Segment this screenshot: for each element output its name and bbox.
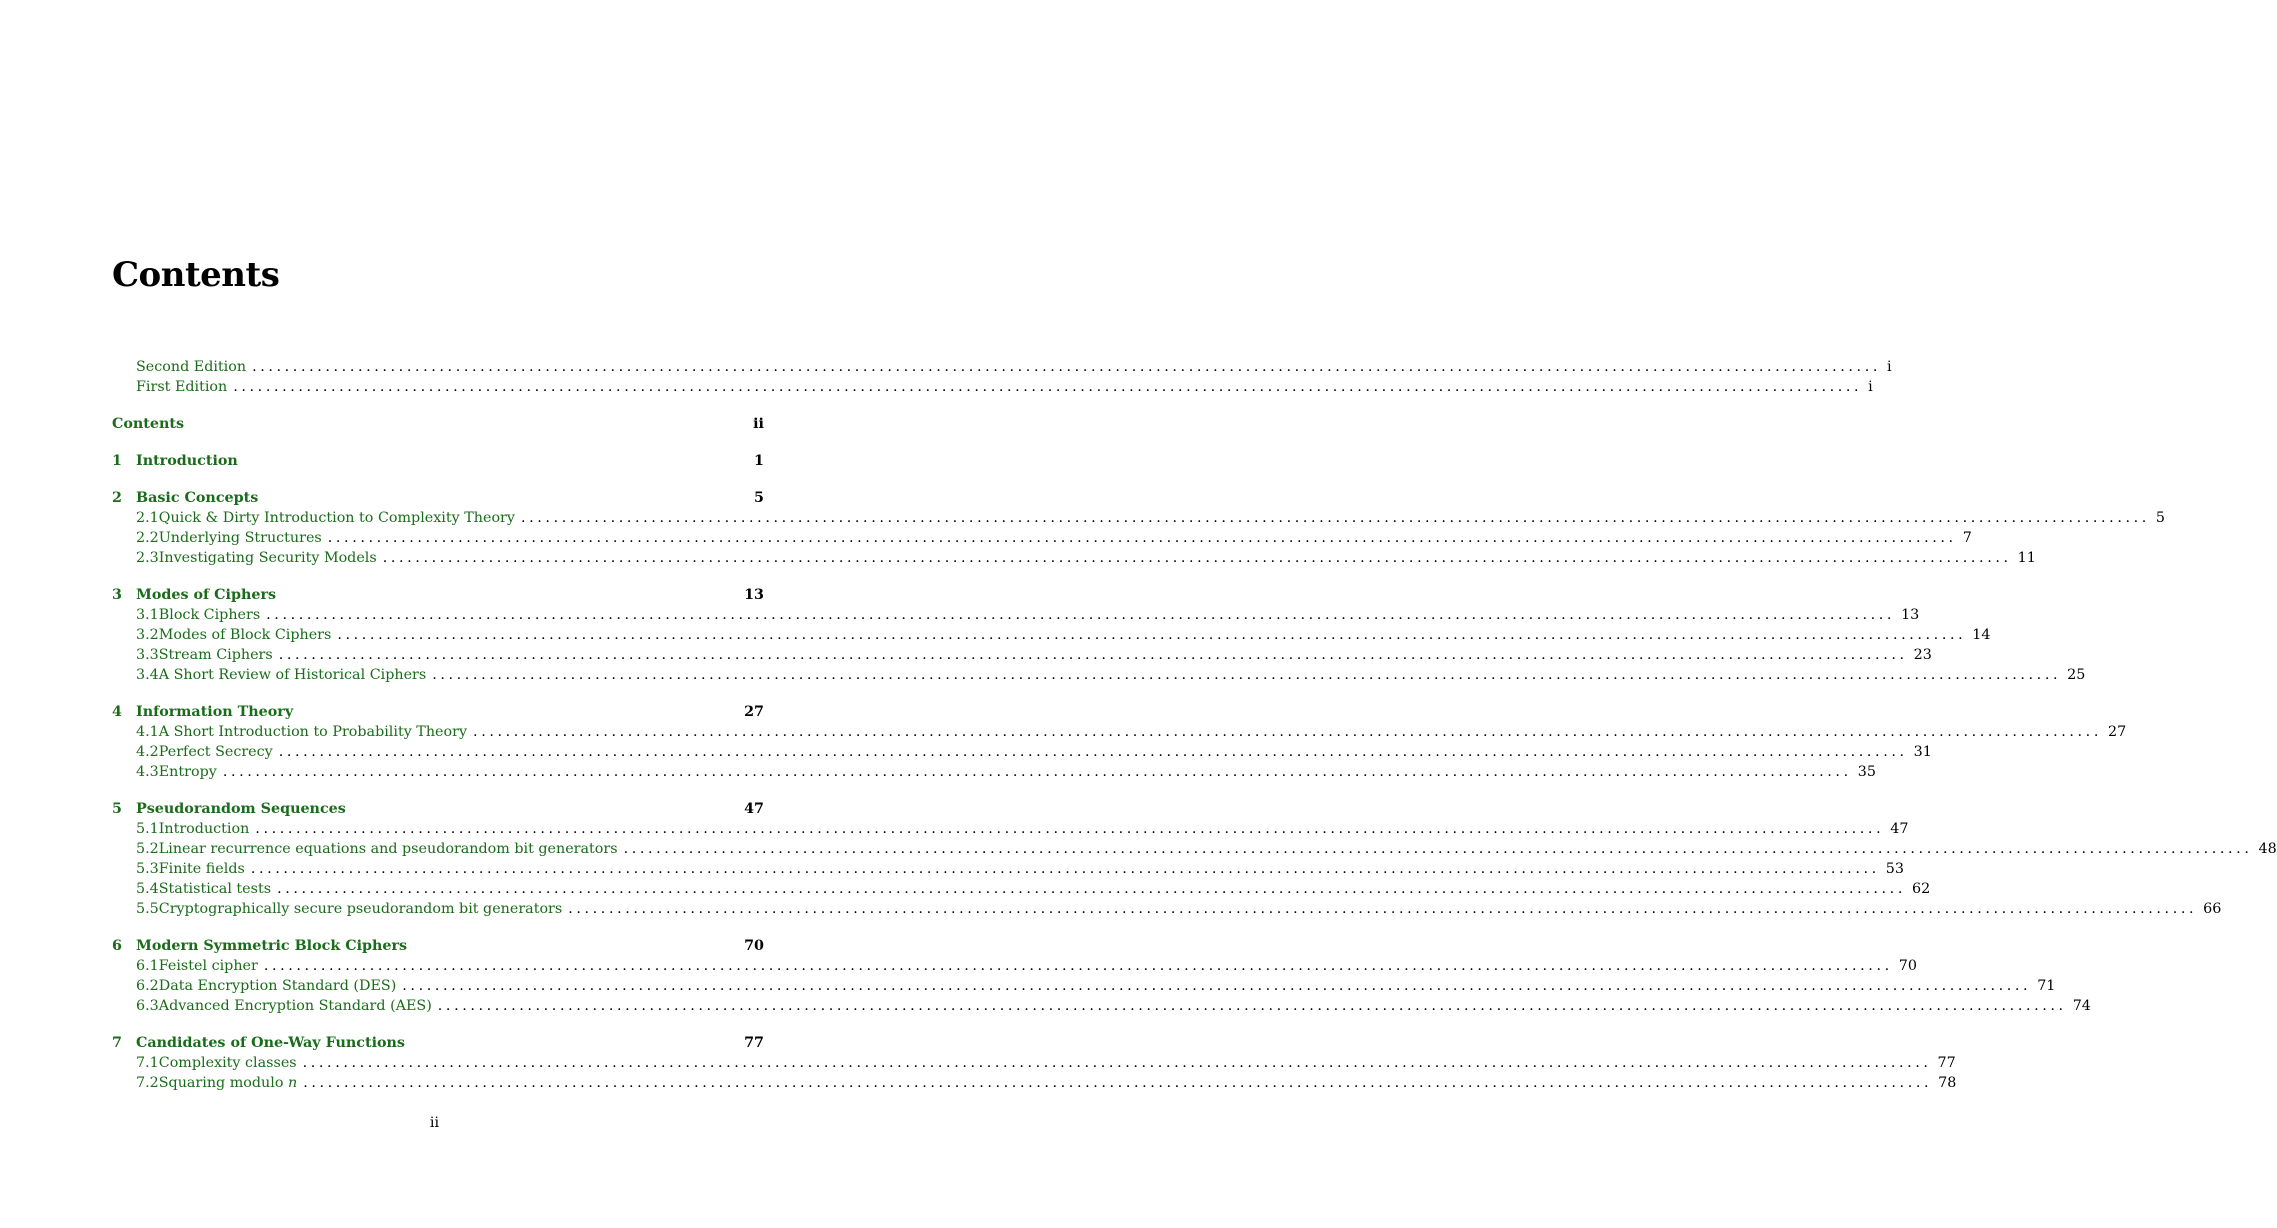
toc-section-6.3[interactable] — [112, 996, 2091, 1016]
toc-front-second-edition[interactable] — [112, 357, 1892, 377]
toc-section-page: 66 — [2203, 901, 2222, 917]
toc-section-number[interactable]: 4.1 — [136, 724, 159, 740]
dot-leader: ........................................................................................................................................................................................................ — [337, 627, 1967, 643]
toc-section-title[interactable]: Perfect Secrecy — [158, 744, 273, 760]
toc-contents-entry[interactable] — [112, 414, 764, 434]
toc-section-title[interactable]: Feistel cipher — [158, 958, 258, 974]
toc-section-number[interactable]: 4.2 — [136, 744, 159, 760]
toc-section-number[interactable]: 3.3 — [136, 647, 159, 663]
toc-section-number[interactable]: 2.1 — [136, 510, 159, 526]
dot-leader: ........................................................................................................................................................................................................ — [303, 1075, 1933, 1091]
toc-chapter-4[interactable] — [112, 702, 764, 722]
toc-section-page: 77 — [1937, 1055, 1956, 1071]
dot-leader: ........................................................................................................................................................................................................ — [473, 724, 2102, 740]
toc-chapter-6[interactable] — [112, 936, 764, 956]
toc-section-number[interactable]: 6.1 — [136, 958, 159, 974]
toc-section-page: 13 — [1901, 607, 1920, 623]
toc-section-3.4[interactable] — [112, 665, 2086, 685]
toc-section-page: 48 — [2258, 841, 2277, 857]
toc-section-page: 31 — [1913, 744, 1932, 760]
dot-leader: ........................................................................................................................................................................................................ — [302, 1055, 1932, 1071]
toc-section-5.2[interactable] — [112, 839, 2277, 859]
toc-section-2.3[interactable] — [112, 548, 2036, 568]
toc-section-title[interactable]: Finite fields — [158, 861, 245, 877]
dot-leader: ........................................................................................................................................................................................................ — [222, 764, 1852, 780]
toc-section-title[interactable]: Modes of Block Ciphers — [158, 627, 332, 643]
toc-chapter-title[interactable]: Basic Concepts — [136, 490, 259, 506]
toc-chapter-page: 5 — [754, 490, 764, 506]
toc-section-4.3[interactable] — [112, 762, 1876, 782]
toc-section-page: 14 — [1972, 627, 1991, 643]
toc-section-number[interactable]: 5.1 — [136, 821, 159, 837]
toc-section-page: 27 — [2107, 724, 2127, 740]
toc-entry-title[interactable]: Second Edition — [136, 359, 247, 375]
toc-section-4.1[interactable] — [112, 722, 2127, 742]
toc-section-number[interactable]: 2.3 — [136, 550, 159, 566]
toc-section-title[interactable]: Squaring modulo n — [158, 1075, 298, 1091]
toc-section-number[interactable]: 5.4 — [136, 881, 159, 897]
toc-section-title[interactable]: Block Ciphers — [158, 607, 261, 623]
toc-chapter-page: 13 — [744, 587, 764, 603]
toc-chapter-3[interactable] — [112, 585, 764, 605]
toc-entry-page: i — [1868, 379, 1873, 395]
toc-entry-title[interactable]: Contents — [112, 416, 185, 432]
toc-chapter-7[interactable] — [112, 1033, 764, 1053]
toc-chapter-number[interactable]: 3 — [112, 587, 122, 603]
toc-section-3.3[interactable] — [112, 645, 1932, 665]
toc-entry-page: ii — [753, 416, 764, 432]
toc-section-number[interactable]: 6.3 — [136, 998, 159, 1014]
dot-leader: ........................................................................................................................................................................................................ — [623, 841, 2253, 857]
toc-entry-title[interactable]: First Edition — [136, 379, 228, 395]
toc-section-title[interactable]: Introduction — [158, 821, 250, 837]
toc-section-title[interactable]: Cryptographically secure pseudorandom bit generators — [158, 901, 563, 917]
toc-chapter-title[interactable]: Candidates of One-Way Functions — [136, 1035, 405, 1051]
toc-section-page: 47 — [1890, 821, 1909, 837]
toc-chapter-1[interactable] — [112, 451, 764, 471]
toc-chapter-number[interactable]: 1 — [112, 453, 122, 469]
toc-section-5.4[interactable] — [112, 879, 1931, 899]
toc-section-title[interactable]: Linear recurrence equations and pseudorandom bit generators — [158, 841, 618, 857]
toc-section-7.1[interactable] — [112, 1053, 1956, 1073]
toc-chapter-2[interactable] — [112, 488, 764, 508]
toc-section-number[interactable]: 6.2 — [136, 978, 159, 994]
dot-leader: ........................................................................................................................................................................................................ — [432, 667, 2062, 683]
toc-chapter-title[interactable]: Introduction — [136, 453, 238, 469]
toc-section-number[interactable]: 4.3 — [136, 764, 159, 780]
toc-chapter-number[interactable]: 4 — [112, 704, 122, 720]
dot-leader: ........................................................................................................................................................................................................ — [437, 998, 2067, 1014]
toc-section-page: 53 — [1885, 861, 1904, 877]
toc-chapter-number[interactable]: 5 — [112, 801, 122, 817]
toc-chapter-page: 47 — [744, 801, 764, 817]
toc-section-7.2[interactable] — [112, 1073, 1957, 1093]
toc-section-page: 78 — [1938, 1075, 1957, 1091]
chapters-list — [112, 451, 2277, 1093]
page-number-footer: ii — [429, 1115, 440, 1131]
toc-section-title[interactable]: Statistical tests — [158, 881, 272, 897]
dot-leader: ........................................................................................................................................................................................................ — [327, 530, 1957, 546]
page-title: Contents — [112, 255, 280, 295]
toc-section-title[interactable]: Quick & Dirty Introduction to Complexity Theory — [158, 510, 515, 526]
toc-section-6.1[interactable] — [112, 956, 1917, 976]
dot-leader: ........................................................................................................................................................................................................ — [250, 861, 1880, 877]
toc-section-page: 7 — [1962, 530, 1972, 546]
toc-section-title[interactable]: Investigating Security Models — [158, 550, 377, 566]
toc-section-3.1[interactable] — [112, 605, 1920, 625]
toc-section-number[interactable]: 5.3 — [136, 861, 159, 877]
toc-entry-page: i — [1887, 359, 1892, 375]
toc-chapter-title[interactable]: Modes of Ciphers — [136, 587, 277, 603]
math-variable: n — [288, 1075, 298, 1091]
toc-section-6.2[interactable] — [112, 976, 2056, 996]
toc-chapter-page: 77 — [744, 1035, 764, 1051]
dot-leader: ........................................................................................................................................................................................................ — [252, 359, 1881, 375]
toc-section-5.5[interactable] — [112, 899, 2222, 919]
toc-front-first-edition[interactable] — [112, 377, 1873, 397]
toc-chapter-title[interactable]: Pseudorandom Sequences — [136, 801, 346, 817]
toc-section-title[interactable]: Entropy — [158, 764, 217, 780]
dot-leader: ........................................................................................................................................................................................................ — [263, 958, 1893, 974]
toc-section-title[interactable]: A Short Review of Historical Ciphers — [158, 667, 427, 683]
toc-section-number[interactable]: 5.5 — [136, 901, 159, 917]
dot-leader: ........................................................................................................................................................................................................ — [277, 881, 1906, 897]
toc-section-title[interactable]: Data Encryption Standard (DES) — [158, 978, 397, 994]
dot-leader: ........................................................................................................................................................................................................ — [520, 510, 2150, 526]
toc-section-title[interactable]: A Short Introduction to Probability Theory — [158, 724, 468, 740]
dot-leader: ........................................................................................................................................................................................................ — [278, 744, 1908, 760]
toc-chapter-title[interactable]: Information Theory — [136, 704, 294, 720]
toc-section-number[interactable]: 5.2 — [136, 841, 159, 857]
toc-chapter-5[interactable] — [112, 799, 764, 819]
dot-leader: ........................................................................................................................................................................................................ — [402, 978, 2032, 994]
toc-section-page: 62 — [1911, 881, 1931, 897]
table-of-contents — [112, 357, 2277, 1093]
dot-leader: ........................................................................................................................................................................................................ — [382, 550, 2012, 566]
toc-section-page: 70 — [1898, 958, 1917, 974]
toc-section-3.2[interactable] — [112, 625, 1991, 645]
toc-chapter-page: 1 — [754, 453, 764, 469]
toc-chapter-page: 70 — [744, 938, 764, 954]
toc-section-4.2[interactable] — [112, 742, 1932, 762]
toc-section-number[interactable]: 7.2 — [136, 1075, 159, 1091]
toc-chapter-number[interactable]: 6 — [112, 938, 122, 954]
dot-leader: ........................................................................................................................................................................................................ — [568, 901, 2198, 917]
toc-section-page: 5 — [2155, 510, 2166, 526]
toc-chapter-number[interactable]: 7 — [112, 1035, 122, 1051]
toc-section-number[interactable]: 3.4 — [136, 667, 159, 683]
toc-section-2.2[interactable] — [112, 528, 1972, 548]
toc-section-number[interactable]: 3.2 — [136, 627, 159, 643]
toc-section-page: 35 — [1857, 764, 1876, 780]
toc-section-title[interactable]: Underlying Structures — [158, 530, 322, 546]
toc-chapter-title[interactable]: Modern Symmetric Block Ciphers — [136, 938, 408, 954]
dot-leader: ........................................................................................................................................................................................................ — [278, 647, 1908, 663]
toc-section-title[interactable]: Stream Ciphers — [158, 647, 273, 663]
dot-leader: ........................................................................................................................................................................................................ — [255, 821, 1885, 837]
toc-section-5.1[interactable] — [112, 819, 1909, 839]
toc-section-page: 25 — [2067, 667, 2086, 683]
toc-section-number[interactable]: 3.1 — [136, 607, 159, 623]
toc-section-page: 11 — [2017, 550, 2036, 566]
toc-section-page: 71 — [2037, 978, 2056, 994]
toc-section-page: 74 — [2072, 998, 2091, 1014]
toc-section-page: 23 — [1913, 647, 1932, 663]
toc-chapter-page: 27 — [744, 704, 764, 720]
dot-leader: ........................................................................................................................................................................................................ — [266, 607, 1896, 623]
toc-chapter-number[interactable]: 2 — [112, 490, 122, 506]
toc-section-2.1[interactable] — [112, 508, 2166, 528]
toc-section-5.3[interactable] — [112, 859, 1904, 879]
toc-section-number[interactable]: 2.2 — [136, 530, 159, 546]
toc-section-title[interactable]: Advanced Encryption Standard (AES) — [158, 998, 432, 1014]
toc-section-title[interactable]: Complexity classes — [158, 1055, 297, 1071]
dot-leader: ........................................................................................................................................................................................................ — [233, 379, 1863, 395]
toc-section-number[interactable]: 7.1 — [136, 1055, 159, 1071]
